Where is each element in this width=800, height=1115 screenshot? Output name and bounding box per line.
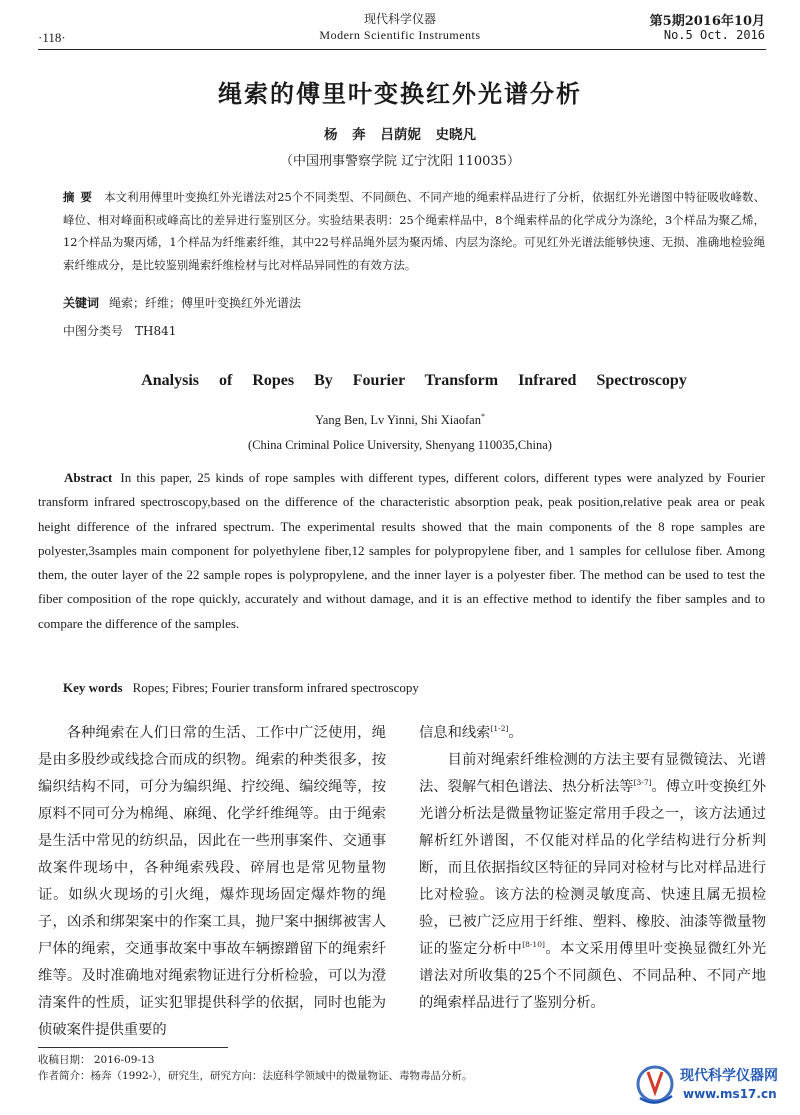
citation-ref: [8-10] [522,940,545,950]
abstract-cn [63,186,765,276]
body-paragraph-1-punct: 。 [508,725,523,741]
body-column-right [419,720,766,1017]
journal-name-cn: 现代科学仪器 [363,12,436,26]
authors-en-names: Yang Ben, Lv Yinni, Shi Xiaofan [315,413,481,428]
page-number: ·118· [38,30,66,45]
watermark-url: www.ms17.cn [683,1087,777,1101]
paper-title-en: Analysis of Ropes By Fourier Transform Infrared Spectroscopy [141,372,687,389]
author-bio: 作者简介：杨奔（1992-），研究生，研究方向：法庭科学领域中的微量物证、毒物毒品分析。 [38,1070,473,1082]
classification-label: 中图分类号 [63,324,124,338]
body-paragraph-2-part-c: 。本文采用傅里叶变换显微红外光谱法对所收集的25个不同颜色、不同品种、不同产地的绳索样品进行了鉴别分析。 [419,941,767,1011]
classification-value: TH841 [135,324,177,338]
keywords-en-text: Ropes; Fibres; Fourier transform infrared spectroscopy [132,680,419,695]
authors-cn: 杨 奔 吕荫妮 史晓凡 [323,127,477,143]
body-column-left [38,720,386,1044]
abstract-cn-text: 本文利用傅里叶变换红外光谱法对25个不同类型、不同颜色、不同产地的绳索样品进行了分析，依据红外光谱图中特征吸收峰数、峰位、相对峰面积或峰高比的差异进行鉴别区分。实验结果表明：25个绳索样品中，8个绳索样品的化学成分为涤纶，3个样品为聚乙烯，12个样品为聚丙烯，1个样品为纤维素纤维，其中22号样品绳外层为聚丙烯、内层为涤纶。可见红外光谱法能够快速、无损、准确地检验绳索纤维成分，是比较鉴别绳索纤维检材与比对样品异同性的有效方法。 [63,190,765,272]
issue-info-cn: 第5期2016年10月 [649,14,765,29]
authors-en [0,412,800,428]
affiliation-en: (China Criminal Police University, Shenyang 110035,China) [248,438,552,452]
abstract-cn-label: 摘要 [63,190,99,204]
abstract-en [38,466,765,636]
affiliation-cn: （中国刑事警察学院 辽宁沈阳 110035） [280,154,520,169]
abstract-en-label: Abstract [64,470,113,485]
paper-title-cn: 绳索的傅里叶变换红外光谱分析 [218,80,582,108]
header-divider [38,49,766,50]
body-paragraph-1: 各种绳索在人们日常的生活、工作中广泛使用，绳是由多股纱或线捻合而成的织物。绳索的种类很多，按编织结构不同，可分为编织绳、拧绞绳、编绞绳等，按原料不同可分为棉绳、麻绳、化学纤维绳等。由于绳索是生活中常见的纺织品，因此在一些刑事案件、交通事故案件现场中，各种绳索残段、碎屑也是常见物量物证。如纵火现场的引火绳，爆炸现场固定爆炸物的绳子，凶杀和绑架案中的作案工具，抛尸案中捆绑被害人尸体的绳索，交通事故案中事故车辆擦蹭留下的绳索纤维等。及时准确地对绳索物证进行分析检验，可以为澄清案件的性质，证实犯罪提供科学的依据，同时也能为侦破案件提供重要的 [38,725,386,1038]
journal-name-en: Modern Scientific Instruments [319,28,481,42]
abstract-en-text: In this paper, 25 kinds of rope samples with different types, different colors, different types were analyzed by Fourier transform infrared spectroscopy,based on the difference of the characteristic absorption peak, peak position,relative peak area or peak height difference of the infrared spectrum. The experimental results showed that the main components of the 8 rope samples are polyester,3samples main component for polyethylene fiber,12 samples for polypropylene fiber, and 1 samples for cellulose fiber. Among them, the outer layer of the 22 sample ropes is polypropylene, and the inner layer is a polyester fiber. The method can be used to test the fiber composition of the rope quickly, accurately and without damage, and it is an effective method to identify the fiber samples and to compare the difference of the samples. [38,470,765,631]
body-paragraph-1-tail: 信息和线索 [419,725,491,741]
corresponding-author-mark: * [480,412,485,421]
issue-info-en: No.5 Oct. 2016 [663,28,765,42]
keywords-en-label: Key words [63,680,123,695]
keywords-cn-label: 关键词 [63,296,100,310]
keywords-en [63,680,419,696]
citation-ref: [1-2] [490,724,509,734]
body-paragraph-1-end [419,720,766,747]
keywords-cn [63,294,301,311]
body-paragraph-2-part-a: 目前对绳索纤维检测的方法主要有显微镜法、光谱法、裂解气相色谱法、热分析法等 [419,752,766,795]
keywords-cn-text: 绳索；纤维；傅里叶变换红外光谱法 [109,296,302,310]
footnote-divider [38,1047,228,1048]
received-date: 收稿日期： 2016-09-13 [38,1054,155,1066]
body-paragraph-2 [419,747,766,1017]
body-paragraph-2-part-b: 。傅立叶变换红外光谱分析法是微量物证鉴定常用手段之一，该方法通过解析红外谱图，不仅能对样品的化学结构进行分析判断，而且依据指纹区特征的异同对检材与比对样品进行比对检验。该方法的检测灵敏度高、快速且属无损检验，已被广泛应用于纤维、塑料、橡胶、油漆等微量物证的鉴定分析中 [419,779,767,957]
citation-ref: [3-7] [633,778,652,788]
classification-number [63,322,176,339]
watermark-site-name: 现代科学仪器网 [680,1068,778,1084]
